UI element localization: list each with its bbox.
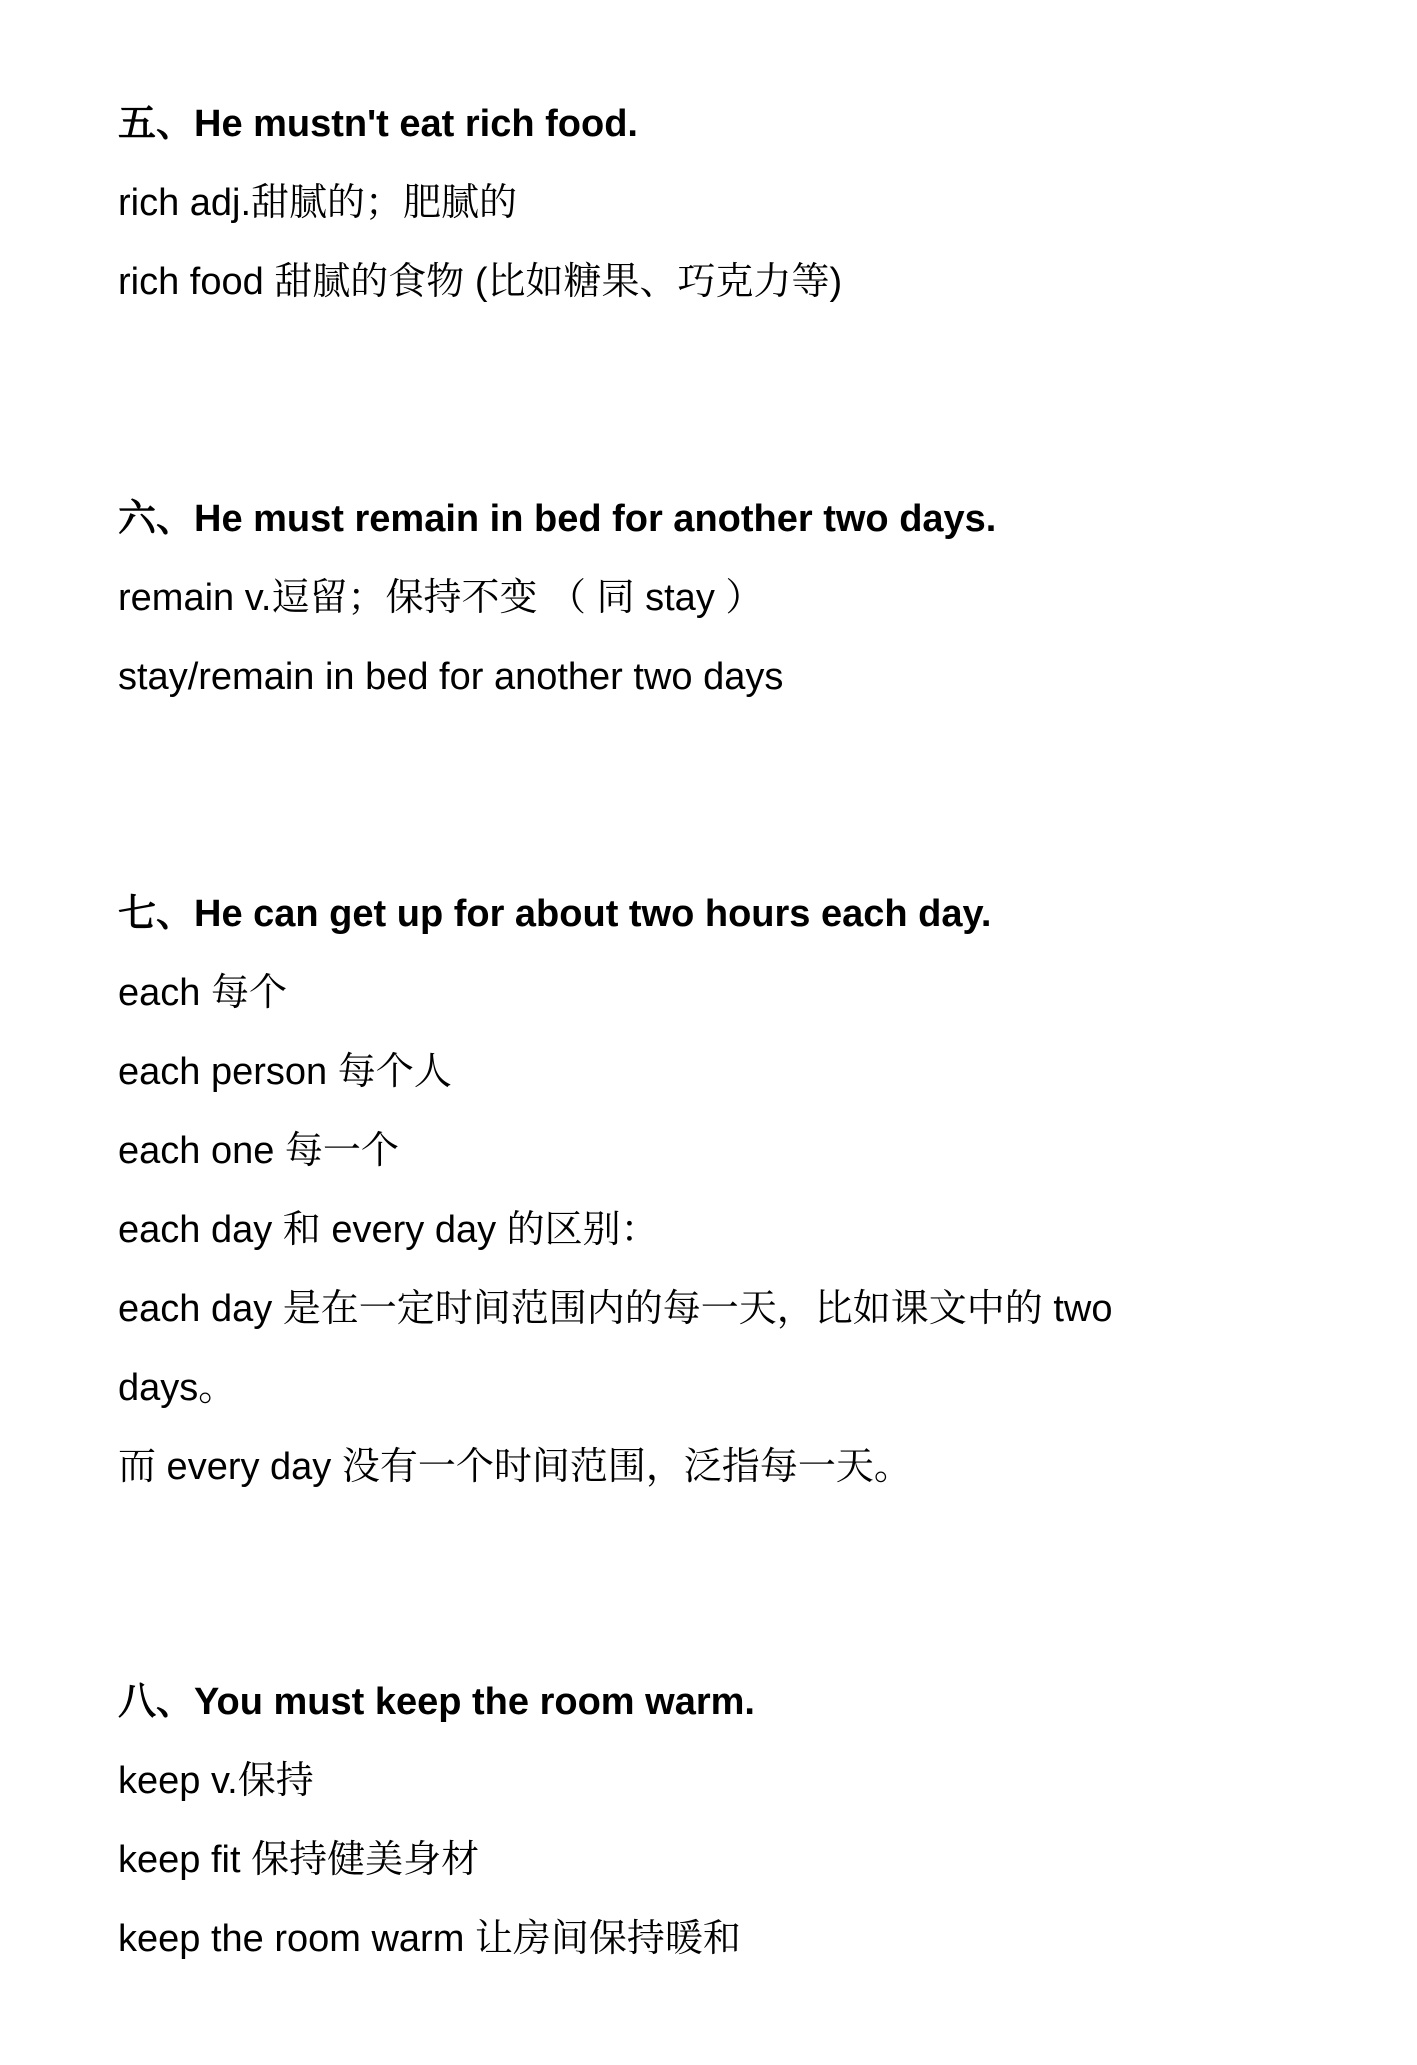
section-5	[118, 85, 1358, 322]
section-heading: 五、He mustn't eat rich food.	[118, 103, 638, 145]
note-line: each person 每个人	[118, 1051, 452, 1093]
note-line: keep the room warm 让房间保持暖和	[118, 1918, 741, 1960]
note-line: each day 是在一定时间范围内的每一天，比如课文中的 two	[118, 1288, 1113, 1330]
section-heading: 七、He can get up for about two hours each day.	[118, 893, 992, 935]
section-heading: 六、He must remain in bed for another two days.	[118, 498, 997, 540]
note-line: keep fit 保持健美身材	[118, 1839, 480, 1881]
note-line: stay/remain in bed for another two days	[118, 656, 784, 698]
note-line: days。	[118, 1367, 237, 1409]
note-line: keep v.保持	[118, 1760, 314, 1802]
section-6	[118, 480, 1358, 717]
note-line: rich food 甜腻的食物 (比如糖果、巧克力等)	[118, 261, 843, 303]
section-8	[118, 1663, 1358, 1979]
section-7	[118, 875, 1358, 1507]
note-line: 而 every day 没有一个时间范围，泛指每一天。	[118, 1446, 912, 1488]
note-line: each 每个	[118, 972, 287, 1014]
note-line: remain v.逗留；保持不变 （ 同 stay ）	[118, 577, 764, 619]
section-heading: 八、You must keep the room warm.	[118, 1681, 755, 1723]
note-line: rich adj.甜腻的；肥腻的	[118, 182, 518, 224]
note-line: each one 每一个	[118, 1130, 399, 1172]
note-line: each day 和 every day 的区别：	[118, 1209, 659, 1251]
